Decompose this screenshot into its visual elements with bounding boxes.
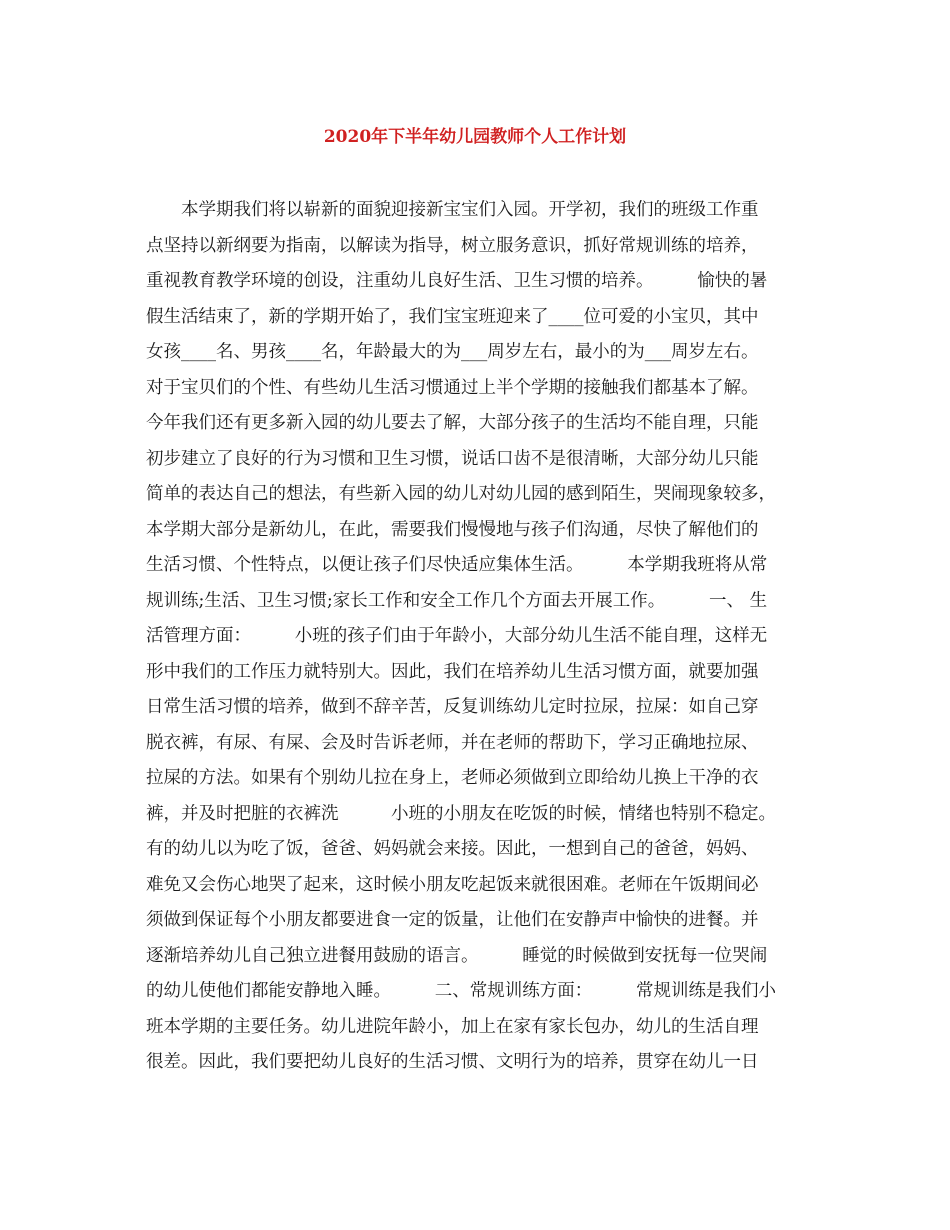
paragraph-line: 简单的表达自己的想法，有些新入园的幼儿对幼儿园的感到陌生，哭闹现象较多， <box>146 484 776 504</box>
paragraph-line: 重视教育教学环境的创设，注重幼儿良好生活、卫生习惯的培养。 愉快的暑 <box>146 271 768 291</box>
paragraph-line: 对于宝贝们的个性、有些幼儿生活习惯通过上半个学期的接触我们都基本了解。 <box>146 377 759 398</box>
document-body <box>146 193 806 1081</box>
paragraph-line: 的幼儿使他们都能安静地入睡。 二、常规训练方面： 常规训练是我们小 <box>146 981 776 1001</box>
paragraph-line: 难免又会伤心地哭了起来，这时候小朋友吃起饭来就很困难。老师在午饭期间必 <box>146 874 759 895</box>
paragraph-line: 很差。因此，我们要把幼儿良好的生活习惯、文明行为的培养，贯穿在幼儿一日 <box>146 1052 759 1072</box>
paragraph-line: 拉屎的方法。如果有个别幼儿拉在身上，老师必须做到立即给幼儿换上干净的衣 <box>146 768 759 788</box>
paragraph-line: 班本学期的主要任务。幼儿进院年龄小，加上在家有家长包办，幼儿的生活自理 <box>146 1016 759 1037</box>
paragraph-line: 本学期大部分是新幼儿，在此，需要我们慢慢地与孩子们沟通，尽快了解他们的 <box>146 519 759 540</box>
paragraph-line: 本学期我们将以崭新的面貌迎接新宝宝们入园。开学初，我们的班级工作重 <box>146 200 759 220</box>
paragraph-line: 裤，并及时把脏的衣裤洗 小班的小朋友在吃饭的时候，情绪也特别不稳定。 <box>146 803 776 824</box>
paragraph-line: 假生活结束了，新的学期开始了，我们宝宝班迎来了____位可爱的小宝贝，其中 <box>146 306 759 327</box>
paragraph-line: 生活习惯、个性特点，以便让孩子们尽快适应集体生活。 本学期我班将从常 <box>146 555 768 575</box>
paragraph-line: 有的幼儿以为吃了饭，爸爸、妈妈就会来接。因此，一想到自己的爸爸，妈妈、 <box>146 839 759 859</box>
paragraph-line: 规训练;生活、卫生习惯;家长工作和安全工作几个方面去开展工作。 一、 生 <box>146 590 768 611</box>
paragraph-line: 初步建立了良好的行为习惯和卫生习惯，说话口齿不是很清晰，大部分幼儿只能 <box>146 448 759 469</box>
paragraph-line: 今年我们还有更多新入园的幼儿要去了解，大部分孩子的生活均不能自理，只能 <box>146 413 759 433</box>
paragraph-line: 女孩____名、男孩____名，年龄最大的为___周岁左右，最小的为___周岁左右。 <box>146 342 759 362</box>
paragraph-line: 日常生活习惯的培养，做到不辞辛苦，反复训练幼儿定时拉尿，拉屎：如自己穿 <box>146 697 759 717</box>
paragraph-line: 逐渐培养幼儿自己独立进餐用鼓励的语言。 睡觉的时候做到安抚每一位哭闹 <box>146 945 768 966</box>
paragraph-line: 活管理方面： 小班的孩子们由于年龄小，大部分幼儿生活不能自理，这样无 <box>146 626 768 646</box>
document-title: 2020年下半年幼儿园教师个人工作计划 <box>323 127 627 147</box>
paragraph-line: 须做到保证每个小朋友都要进食一定的饭量，让他们在安静声中愉快的进餐。并 <box>146 910 759 930</box>
paragraph-line: 形中我们的工作压力就特别大。因此，我们在培养幼儿生活习惯方面，就要加强 <box>146 661 759 682</box>
paragraph-line: 脱衣裤，有尿、有屎、会及时告诉老师，并在老师的帮助下，学习正确地拉尿、 <box>146 732 759 753</box>
paragraph-line: 点坚持以新纲要为指南，以解读为指导，树立服务意识，抓好常规训练的培养， <box>146 235 759 256</box>
